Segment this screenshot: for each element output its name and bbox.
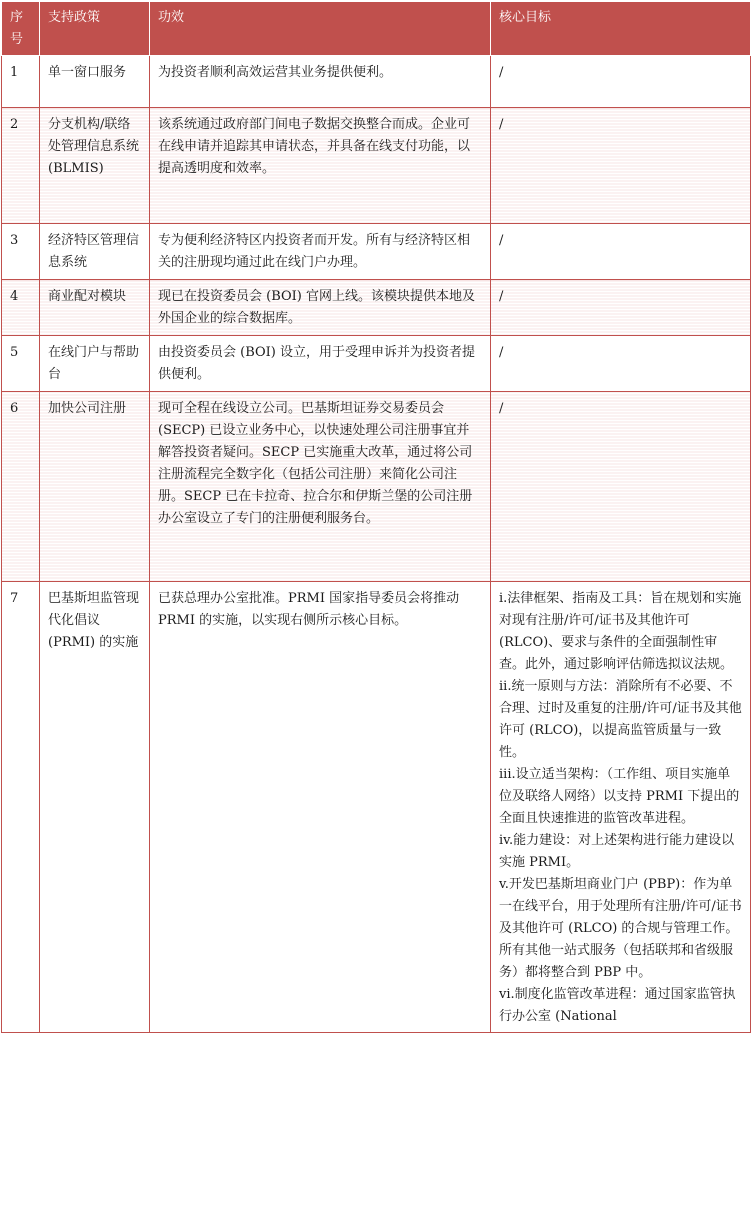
- row-effect: 已获总理办公室批准。PRMI 国家指导委员会将推动 PRMI 的实施，以实现右侧所示核心目标。: [150, 582, 491, 1033]
- goal-item: iii.设立适当架构：（工作组、项目实施单位及联络人网络）以支持 PRMI 下提出的全面且快速推进的监管改革进程。: [499, 767, 740, 826]
- header-effect: 功效: [150, 2, 491, 56]
- row-no: 6: [2, 392, 40, 582]
- table-row: [2, 582, 751, 1033]
- row-policy: 单一窗口服务: [40, 56, 150, 108]
- row-goal: /: [491, 56, 751, 108]
- row-effect: 为投资者顺利高效运营其业务提供便利。: [150, 56, 491, 108]
- row-no: 3: [2, 224, 40, 280]
- row-goal: /: [491, 392, 751, 582]
- row-policy: 商业配对模块: [40, 280, 150, 336]
- goal-item: vi.制度化监管改革进程：通过国家监管执行办公室 (National: [499, 987, 736, 1024]
- row-policy: 经济特区管理信息系统: [40, 224, 150, 280]
- row-goal: /: [491, 280, 751, 336]
- row-policy: 在线门户与帮助台: [40, 336, 150, 392]
- row-no: 5: [2, 336, 40, 392]
- table-row: [2, 56, 751, 108]
- row-goal: /: [491, 108, 751, 224]
- row-no: 7: [2, 582, 40, 1033]
- row-policy: 巴基斯坦监管现代化倡议 (PRMI) 的实施: [40, 582, 150, 1033]
- row-policy: 分支机构/联络处管理信息系统 (BLMIS): [40, 108, 150, 224]
- row-goal-list: [491, 582, 751, 1033]
- header-policy: 支持政策: [40, 2, 150, 56]
- row-no: 4: [2, 280, 40, 336]
- row-effect: 现可全程在线设立公司。巴基斯坦证券交易委员会 (SECP) 已设立业务中心，以快速处理公司注册事宜并解答投资者疑问。SECP 已实施重大改革，通过将公司注册流程完全数字化（包括公司注册）来简化公司注册。SECP 已在卡拉奇、拉合尔和伊斯兰堡的公司注册办公室设立了专门的注册便利服务台。: [150, 392, 491, 582]
- row-goal: /: [491, 336, 751, 392]
- goal-item: ii.统一原则与方法：消除所有不必要、不合理、过时及重复的注册/许可/证书及其他许可 (RLCO)，以提高监管质量与一致性。: [499, 679, 742, 760]
- table-row: [2, 108, 751, 224]
- table-row: [2, 280, 751, 336]
- goal-item: v.开发巴基斯坦商业门户 (PBP)：作为单一在线平台，用于处理所有注册/许可/证书及其他许可 (RLCO) 的合规与管理工作。所有其他一站式服务（包括联邦和省级服务）都将整合到 PBP 中。: [499, 877, 742, 980]
- goal-item: i.法律框架、指南及工具：旨在规划和实施对现有注册/许可/证书及其他许可 (RLCO)、要求与条件的全面强制性审查。此外，通过影响评估筛选拟议法规。: [499, 591, 742, 672]
- table-row: [2, 224, 751, 280]
- header-no: 序号: [2, 2, 40, 56]
- table-header-row: [2, 2, 751, 56]
- policy-table: [1, 1, 751, 1033]
- row-no: 1: [2, 56, 40, 108]
- row-effect: 现已在投资委员会 (BOI) 官网上线。该模块提供本地及外国企业的综合数据库。: [150, 280, 491, 336]
- row-goal: /: [491, 224, 751, 280]
- row-effect: 由投资委员会 (BOI) 设立，用于受理申诉并为投资者提供便利。: [150, 336, 491, 392]
- table-row: [2, 392, 751, 582]
- row-effect: 该系统通过政府部门间电子数据交换整合而成。企业可在线申请并追踪其申请状态，并具备在线支付功能，以提高透明度和效率。: [150, 108, 491, 224]
- header-goal: 核心目标: [491, 2, 751, 56]
- row-policy: 加快公司注册: [40, 392, 150, 582]
- goal-item: iv.能力建设：对上述架构进行能力建设以实施 PRMI。: [499, 833, 735, 870]
- table-row: [2, 336, 751, 392]
- row-no: 2: [2, 108, 40, 224]
- row-effect: 专为便利经济特区内投资者而开发。所有与经济特区相关的注册现均通过此在线门户办理。: [150, 224, 491, 280]
